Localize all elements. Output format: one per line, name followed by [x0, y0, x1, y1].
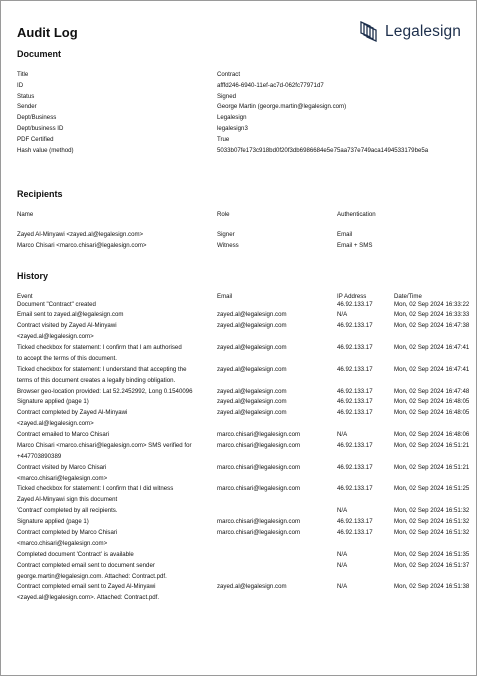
history-event: Ticked checkbox for statement: I confirm that I am authorised: [17, 344, 182, 352]
recipient-role: Witness: [217, 241, 239, 249]
history-event: Document "Contract" created: [17, 300, 96, 308]
history-col-date: Date/Time: [394, 293, 422, 300]
history-date: Mon, 02 Sep 2024 16:51:37: [394, 561, 470, 569]
history-event: Signature applied (page 1): [17, 518, 89, 526]
history-date: Mon, 02 Sep 2024 16:47:41: [394, 344, 470, 352]
history-event: to accept the terms of this document.: [17, 354, 117, 362]
history-ip: 46.92.133.17: [337, 441, 373, 449]
history-ip: N/A: [337, 583, 348, 591]
history-date: Mon, 02 Sep 2024 16:51:32: [394, 507, 470, 515]
history-col-email: Email: [217, 293, 233, 300]
recipients-col-auth: Authentication: [337, 211, 376, 218]
history-date: Mon, 02 Sep 2024 16:51:35: [394, 550, 470, 558]
history-ip: 46.92.133.17: [337, 387, 373, 395]
history-date: Mon, 02 Sep 2024 16:47:41: [394, 365, 470, 373]
page-title: Audit Log: [17, 25, 78, 40]
document-field-value: 5033b07fe173c918bd0f20f3db6986684e5e75aa737e749aca1494533179be5a: [217, 146, 429, 154]
history-col-ip: IP Address: [337, 293, 367, 300]
history-heading: History: [17, 271, 49, 281]
history-event: <marco.chisari@legalesign.com>: [17, 474, 108, 482]
history-ip: 46.92.133.17: [337, 344, 373, 352]
history-event: <zayed.al@legalesign.com>: [17, 333, 94, 341]
history-ip: 46.92.133.17: [337, 300, 373, 308]
legalesign-logo-text: Legalesign: [385, 23, 461, 40]
history-col-event: Event: [17, 293, 33, 300]
history-date: Mon, 02 Sep 2024 16:48:05: [394, 398, 470, 406]
history-email: zayed.al@legalesign.com: [217, 398, 287, 406]
history-date: Mon, 02 Sep 2024 16:48:06: [394, 431, 470, 439]
history-date: Mon, 02 Sep 2024 16:47:48: [394, 387, 470, 395]
recipient-role: Signer: [217, 231, 235, 238]
recipients-col-role: Role: [217, 211, 230, 218]
history-event: Contract completed by Marco Chisari: [17, 528, 118, 536]
recipient-name: Zayed Al-Minyawi <zayed.al@legalesign.com>: [17, 231, 144, 238]
history-email: marco.chisari@legalesign.com: [217, 431, 301, 439]
document-field-label: Dept/Business: [17, 114, 57, 122]
history-date: Mon, 02 Sep 2024 16:51:25: [394, 485, 470, 493]
history-event: terms of this document creates a legally binding obligation.: [17, 376, 176, 384]
history-email: zayed.al@legalesign.com: [217, 409, 287, 417]
document-field-label: Status: [17, 92, 35, 100]
history-event: Contract completed by Zayed Al-Minyawi: [17, 409, 128, 417]
history-email: zayed.al@legalesign.com: [217, 365, 287, 373]
history-ip: N/A: [337, 431, 348, 439]
history-event: 'Contract' completed by all recipients.: [17, 507, 118, 515]
document-field-label: ID: [17, 81, 24, 89]
history-email: marco.chisari@legalesign.com: [217, 463, 301, 471]
history-email: zayed.al@legalesign.com: [217, 387, 287, 395]
document-field-value: Contract: [217, 71, 241, 78]
legalesign-logo: [359, 20, 461, 44]
recipients-col-name: Name: [17, 211, 34, 218]
history-event: <zayed.al@legalesign.com>. Attached: Contract.pdf.: [17, 594, 160, 602]
history-ip: 46.92.133.17: [337, 528, 373, 536]
history-event: Completed document 'Contract' is available: [17, 550, 134, 558]
document-field-label: PDF Certified: [17, 135, 54, 143]
history-event: <zayed.al@legalesign.com>: [17, 420, 94, 428]
history-event: Contract completed email sent to document sender: [17, 561, 155, 569]
history-email: marco.chisari@legalesign.com: [217, 441, 301, 449]
history-event: Contract visited by Marco Chisari: [17, 463, 107, 471]
history-ip: N/A: [337, 507, 348, 515]
history-event: +447703890389: [17, 452, 62, 460]
history-email: zayed.al@legalesign.com: [217, 583, 287, 591]
history-email: zayed.al@legalesign.com: [217, 311, 287, 319]
history-ip: 46.92.133.17: [337, 409, 373, 417]
history-ip: N/A: [337, 311, 348, 319]
document-field-label: Hash value (method): [17, 146, 74, 154]
history-email: marco.chisari@legalesign.com: [217, 528, 301, 536]
history-event: Ticked checkbox for statement: I confirm that I did witness: [17, 485, 174, 493]
history-date: Mon, 02 Sep 2024 16:51:21: [394, 441, 470, 449]
history-event: Browser geo-location provided: Lat 52.2452992, Long 0.1540096: [17, 387, 193, 395]
legalesign-logo-icon: [359, 20, 379, 44]
history-ip: N/A: [337, 550, 348, 558]
history-date: Mon, 02 Sep 2024 16:51:32: [394, 518, 470, 526]
document-field-value: True: [217, 135, 230, 143]
document-field-value: George Martin (george.martin@legalesign.com): [217, 103, 347, 111]
history-event: george.martin@legalesign.com. Attached: Contract.pdf.: [17, 572, 167, 580]
history-date: Mon, 02 Sep 2024 16:51:32: [394, 528, 470, 536]
document-heading: Document: [17, 49, 62, 59]
history-event: Zayed Al-Minyawi sign this document: [17, 496, 118, 504]
history-event: <marco.chisari@legalesign.com>: [17, 539, 108, 547]
history-ip: 46.92.133.17: [337, 322, 373, 330]
history-event: Email sent to zayed.al@legalesign.com: [17, 311, 124, 319]
history-email: zayed.al@legalesign.com: [217, 322, 287, 330]
recipient-auth: Email + SMS: [337, 241, 373, 249]
history-event: Contract emailed to Marco Chisari: [17, 431, 110, 439]
history-date: Mon, 02 Sep 2024 16:33:33: [394, 311, 470, 319]
recipient-name: Marco Chisari <marco.chisari@legalesign.com>: [17, 241, 147, 249]
history-event: Ticked checkbox for statement: I understand that accepting the: [17, 365, 187, 373]
document-field-label: Sender: [17, 103, 37, 111]
document-field-label: Title: [17, 71, 29, 78]
history-date: Mon, 02 Sep 2024 16:48:05: [394, 409, 470, 417]
history-date: Mon, 02 Sep 2024 16:51:21: [394, 463, 470, 471]
history-email: marco.chisari@legalesign.com: [217, 485, 301, 493]
history-event: Contract completed email sent to Zayed Al-Minyawi: [17, 583, 156, 591]
document-field-value: legalesign3: [217, 125, 248, 132]
recipients-heading: Recipients: [17, 189, 63, 199]
history-ip: 46.92.133.17: [337, 463, 373, 471]
document-field-value: afffd246-6940-11ef-ac7d-062fc77971d7: [217, 81, 324, 89]
history-date: Mon, 02 Sep 2024 16:33:22: [394, 300, 470, 308]
history-ip: N/A: [337, 561, 348, 569]
history-ip: 46.92.133.17: [337, 485, 373, 493]
history-event: Contract visited by Zayed Al-Minyawi: [17, 322, 117, 330]
history-ip: 46.92.133.17: [337, 518, 373, 526]
recipient-auth: Email: [337, 231, 353, 238]
history-date: Mon, 02 Sep 2024 16:47:38: [394, 322, 470, 330]
document-field-value: Signed: [217, 92, 236, 100]
history-email: marco.chisari@legalesign.com: [217, 518, 301, 526]
document-field-label: Dept/business ID: [17, 125, 64, 132]
history-email: zayed.al@legalesign.com: [217, 344, 287, 352]
document-field-value: Legalesign: [217, 114, 247, 122]
history-date: Mon, 02 Sep 2024 16:51:38: [394, 583, 470, 591]
history-event: Signature applied (page 1): [17, 398, 89, 406]
history-ip: 46.92.133.17: [337, 398, 373, 406]
history-event: Marco Chisari <marco.chisari@legalesign.com> SMS verified for: [17, 441, 192, 449]
history-ip: 46.92.133.17: [337, 365, 373, 373]
